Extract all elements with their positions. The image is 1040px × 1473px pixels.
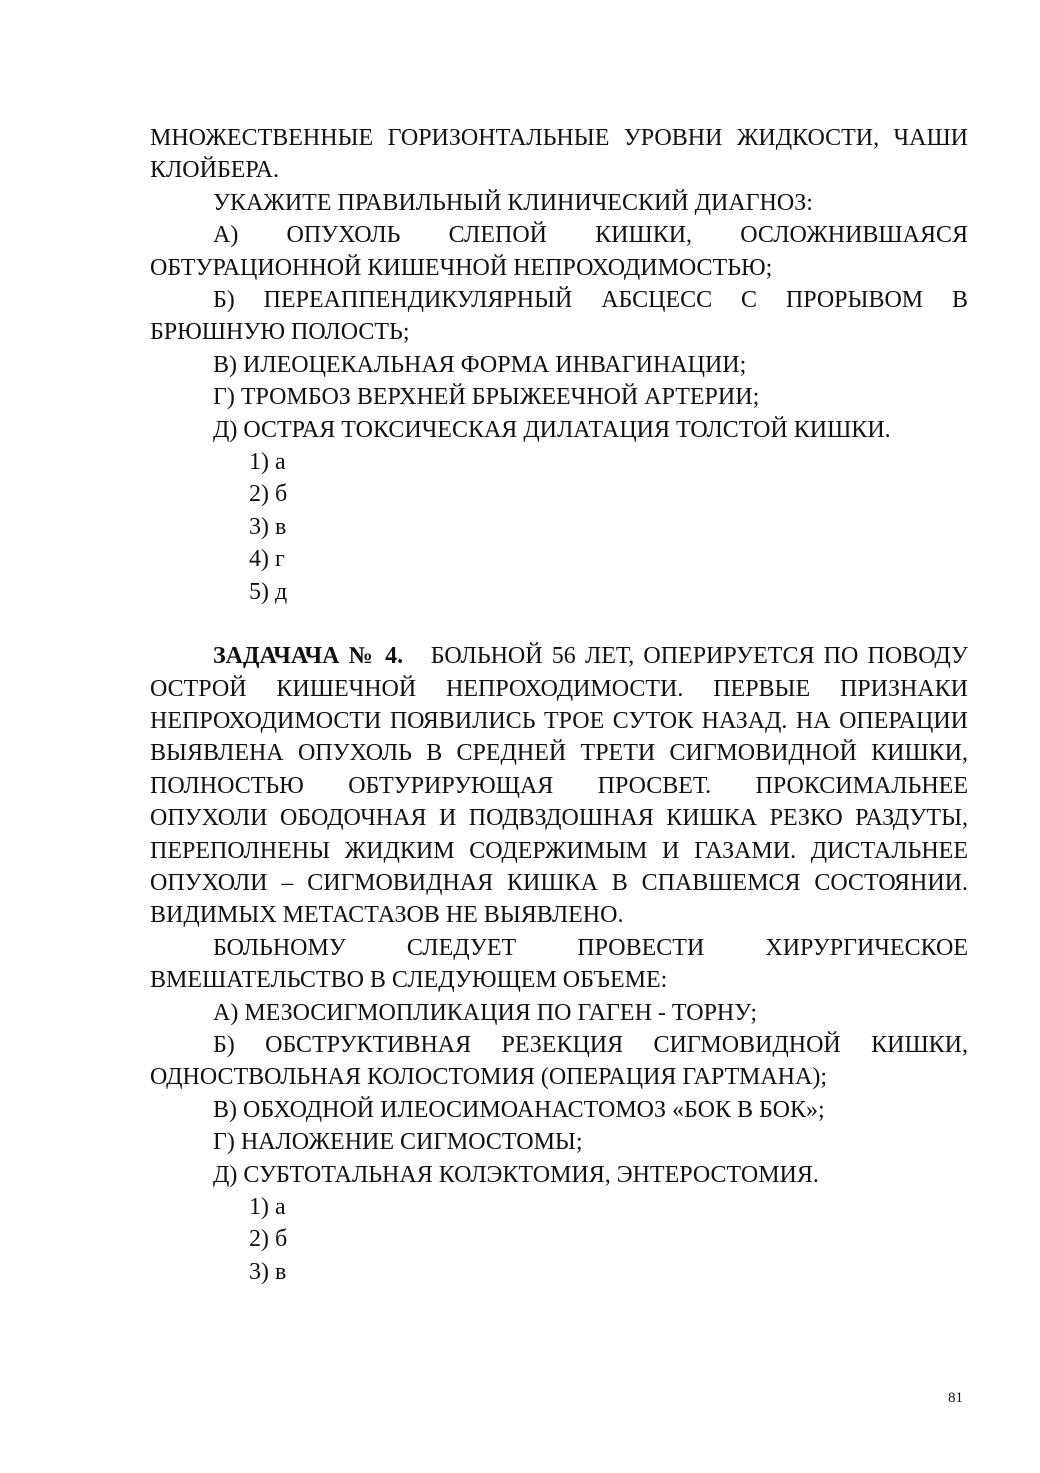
task4-choice-v: В) ОБХОДНОЙ ИЛЕОСИМОАНАСТОМОЗ «БОК В БОК»;: [213, 1096, 825, 1123]
task3-choice-b: Б) ПЕРЕАППЕНДИКУЛЯРНЫЙ АБСЦЕСС С ПРОРЫВОМ В БРЮШНУЮ ПОЛОСТЬ;: [150, 287, 968, 346]
task3-answer-1: 1) а: [249, 449, 286, 476]
page-content: [150, 122, 968, 1288]
task4-choice-a: А) МЕЗОСИГМОПЛИКАЦИЯ ПО ГАГЕН - ТОРНУ;: [213, 999, 758, 1026]
task4-answer-1: 1) а: [249, 1194, 286, 1220]
task3-choice-a: А) ОПУХОЛЬ СЛЕПОЙ КИШКИ, ОСЛОЖНИВШАЯСЯ ОБТУРАЦИОННОЙ КИШЕЧНОЙ НЕПРОХОДИМОСТЬЮ;: [150, 222, 968, 281]
page-number: 81: [948, 1390, 963, 1406]
task3-intro: МНОЖЕСТВЕННЫЕ ГОРИЗОНТАЛЬНЫЕ УРОВНИ ЖИДКОСТИ, ЧАШИ КЛОЙБЕРА.: [150, 125, 968, 184]
task3-answer-3: 3) в: [249, 513, 287, 540]
task4-body: БОЛЬНОЙ 56 ЛЕТ, ОПЕРИРУЕТСЯ ПО ПОВОДУ ОСТРОЙ КИШЕЧНОЙ НЕПРОХОДИМОСТИ. ПЕРВЫЕ ПРИЗНАКИ НЕПРОХОДИМОСТИ ПОЯВИЛИСЬ ТРОЕ СУТОК НАЗАД. НА ОПЕРАЦИИ ВЫЯВЛЕНА ОПУХОЛЬ В СРЕДНЕЙ ТРЕТИ СИГМОВИДНОЙ КИШКИ, ПОЛНОСТЬЮ ОБТУРИРУЮЩАЯ ПРОСВЕТ. ПРОКСИМАЛЬНЕЕ ОПУХОЛИ ОБОДОЧНАЯ И ПОДВЗДОШНАЯ КИШКА РЕЗКО РАЗДУТЫ, ПЕРЕПОЛНЕНЫ ЖИДКИМ СОДЕРЖИМЫМ И ГАЗАМИ. ДИСТАЛЬНЕЕ ОПУХОЛИ – СИГМОВИДНАЯ КИШКА В СПАВШЕМСЯ СОСТОЯНИИ. ВИДИМЫХ МЕТАСТАЗОВ НЕ ВЫЯВЛЕНО.: [150, 643, 969, 929]
task4-answer-3: 3) в: [249, 1258, 287, 1285]
task3-answer-5: 5) д: [249, 578, 288, 605]
task3-question: УКАЖИТЕ ПРАВИЛЬНЫЙ КЛИНИЧЕСКИЙ ДИАГНОЗ:: [213, 189, 813, 216]
task4-question: БОЛЬНОМУ СЛЕДУЕТ ПРОВЕСТИ ХИРУРГИЧЕСКОЕ ВМЕШАТЕЛЬСТВО В СЛЕДУЮЩЕМ ОБЪЕМЕ:: [150, 934, 968, 994]
task4-heading: ЗАДАЧАЧА № 4.: [213, 643, 404, 670]
task4-statement: [150, 640, 968, 932]
task4-choice-b: Б) ОБСТРУКТИВНАЯ РЕЗЕКЦИЯ СИГМОВИДНОЙ КИШКИ, ОДНОСТВОЛЬНАЯ КОЛОСТОМИЯ (ОПЕРАЦИЯ ГАРТМАНА);: [150, 1031, 968, 1091]
task4-choice-g: Г) НАЛОЖЕНИЕ СИГМОСТОМЫ;: [213, 1129, 583, 1156]
section-gap: [150, 608, 968, 640]
task3-choice-g: Г) ТРОМБОЗ ВЕРХНЕЙ БРЫЖЕЕЧНОЙ АРТЕРИИ;: [213, 384, 760, 411]
task3-choice-d: Д) ОСТРАЯ ТОКСИЧЕСКАЯ ДИЛАТАЦИЯ ТОЛСТОЙ КИШКИ.: [213, 416, 891, 443]
task4-choice-d: Д) СУБТОТАЛЬНАЯ КОЛЭКТОМИЯ, ЭНТЕРОСТОМИЯ.: [213, 1161, 819, 1188]
task3-choice-v: В) ИЛЕОЦЕКАЛЬНАЯ ФОРМА ИНВАГИНАЦИИ;: [213, 351, 747, 378]
task3-answer-2: 2) б: [249, 481, 288, 508]
task4-answer-2: 2) б: [249, 1226, 288, 1253]
task3-answer-4: 4) г: [249, 546, 285, 573]
